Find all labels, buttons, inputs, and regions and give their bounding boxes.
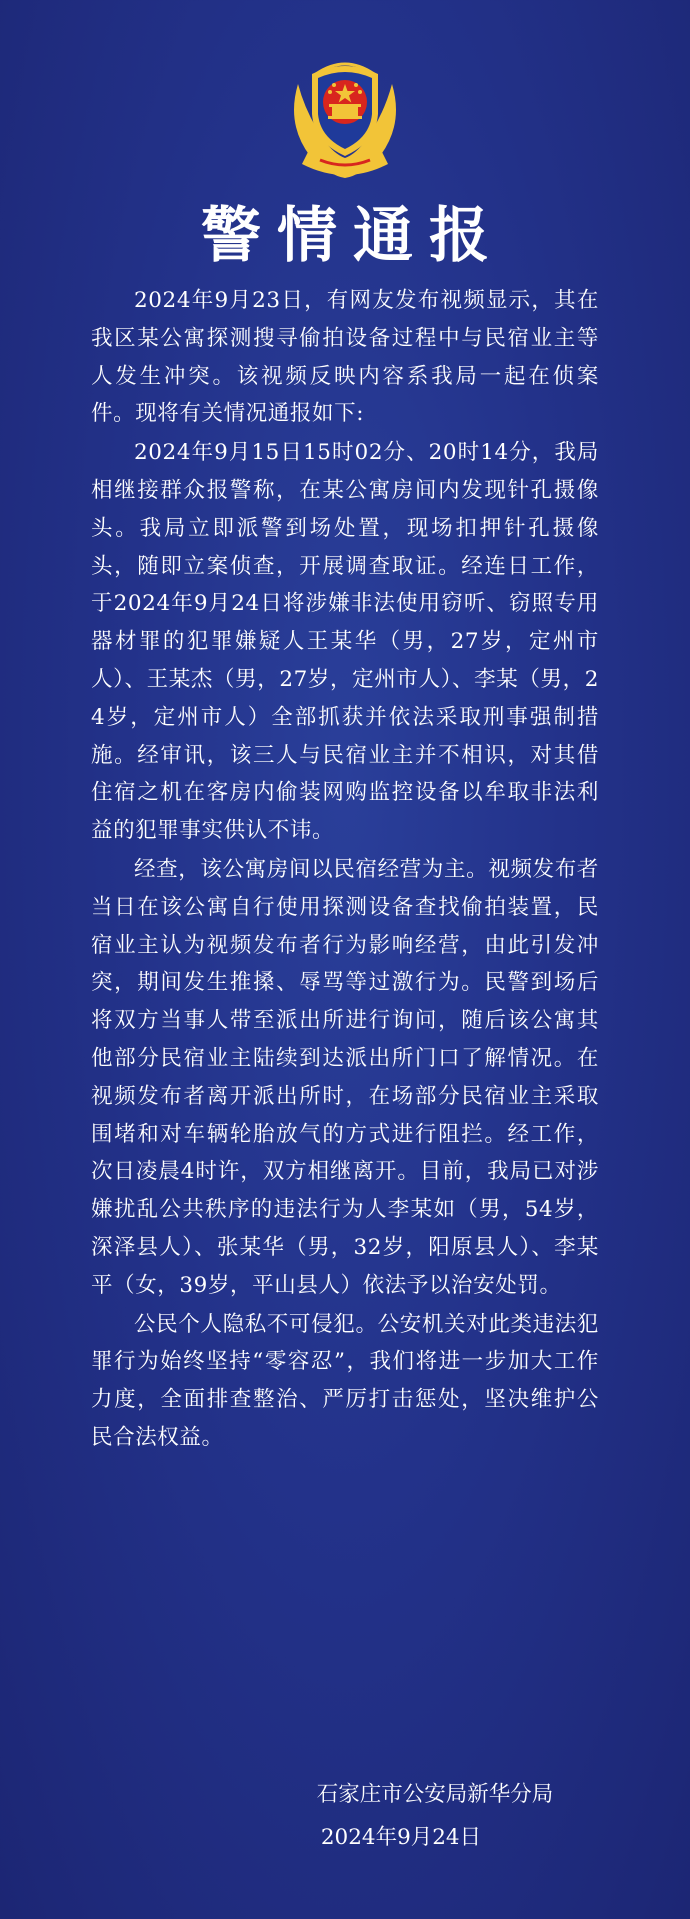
page-title: 警情通报 [201,201,505,271]
paragraph-4: 公民个人隐私不可侵犯。公安机关对此类违法犯罪行为始终坚持“零容忍”，我们将进一步加大工作力度，全面排查整治、严厉打击惩处，坚决维护公民合法权益。 [91,1311,599,1450]
police-emblem-icon [280,44,410,184]
notice-body [91,282,599,1458]
paragraph-1: 2024年9月23日，有网友发布视频显示，其在我区某公寓探测搜寻偷拍设备过程中与民宿业主等人发生冲突。该视频反映内容系我局一起在侦案件。现将有关情况通报如下: [91,288,599,427]
issuing-organization: 石家庄市公安局新华分局 [316,1782,554,1807]
paragraph-2: 2024年9月15日15时02分、20时14分，我局相继接群众报警称，在某公寓房间内发现针孔摄像头。我局立即派警到场处置，现场扣押针孔摄像头，随即立案侦查，开展调查取证。经连日工作，于2024年9月24日将涉嫌非法使用窃听、窃照专用器材罪的犯罪嫌疑人王某华（男，27岁，定州市人）、王某杰（男，27岁，定州市人）、李某（男，24岁，定州市人）全部抓获并依法采取刑事强制措施。经审讯，该三人与民宿业主并不相识，对其借住宿之机在客房内偷装网购监控设备以牟取非法利益的犯罪事实供认不讳。 [91,440,599,844]
issue-date: 2024年9月24日 [320,1825,482,1850]
police-emblem [0,44,690,184]
paragraph-3: 经查，该公寓房间以民宿经营为主。视频发布者当日在该公寓自行使用探测设备查找偷拍装置，民宿业主认为视频发布者行为影响经营，由此引发冲突，期间发生推搡、辱骂等过激行为。民警到场后将双方当事人带至派出所进行询问，随后该公寓其他部分民宿业主陆续到达派出所门口了解情况。在视频发布者离开派出所时，在场部分民宿业主采取围堵和对车辆轮胎放气的方式进行阻拦。经工作，次日凌晨4时许，双方相继离开。目前，我局已对涉嫌扰乱公共秩序的违法行为人李某如（男，54岁，深泽县人）、张某华（男，32岁，阳原县人）、李某平（女，39岁，平山县人）依法予以治安处罚。 [91,856,599,1298]
